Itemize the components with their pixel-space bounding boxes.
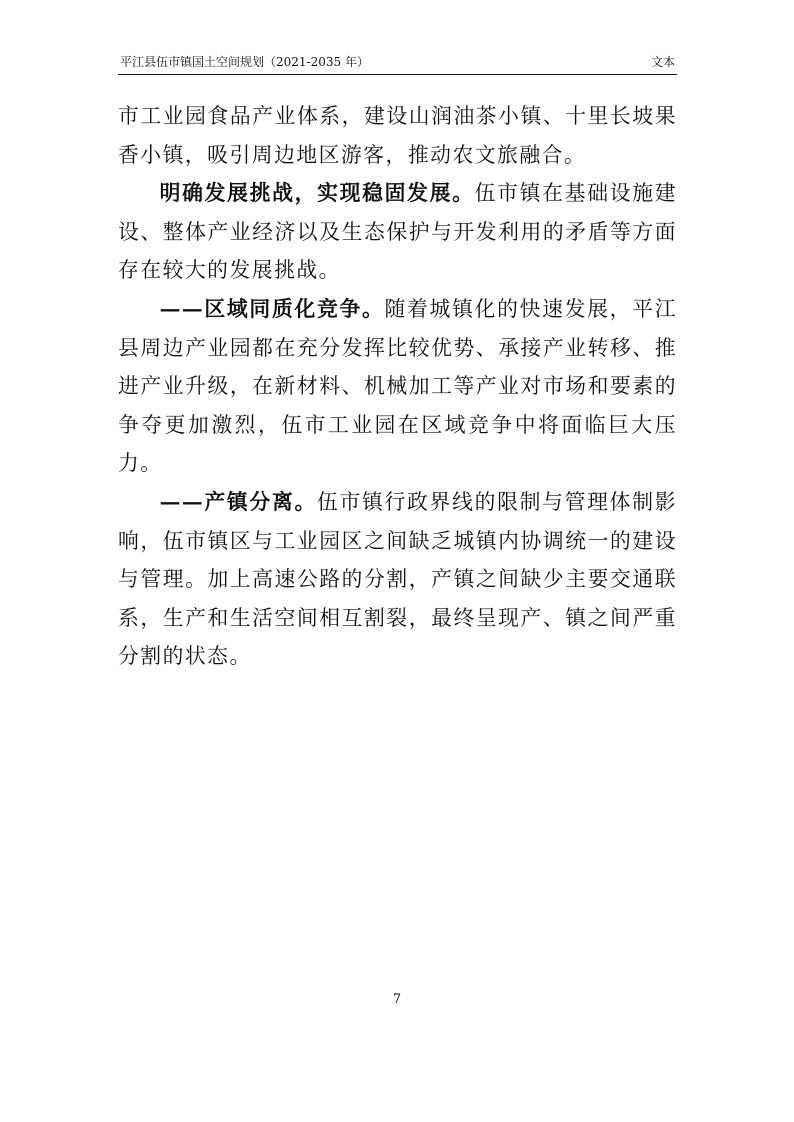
- paragraph: [118, 483, 677, 676]
- paragraph-text: 市工业园食品产业体系，建设山润油茶小镇、十里长坡果香小镇，吸引周边地区游客，推动农文旅融合。: [118, 104, 677, 167]
- page-header: [118, 52, 677, 75]
- paragraph-heading: ——产镇分离。: [159, 488, 317, 514]
- page-number: 7: [392, 992, 402, 1007]
- body-text: [118, 97, 677, 676]
- paragraph-heading: 明确发展挑战，实现稳固发展。: [159, 180, 475, 206]
- paragraph-text: 伍市镇在基础设施建设、整体产业经济以及生态保护与开发利用的矛盾等方面存在较大的发展挑战。: [118, 181, 678, 283]
- document-title: 平江县伍市镇国土空间规划（2021-2035 年）: [120, 55, 369, 69]
- paragraph-text: 伍市镇行政界线的限制与管理体制影响，伍市镇区与工业园区之间缺乏城镇内协调统一的建设与管理。加上高速公路的分割，产镇之间缺少主要交通联系，生产和生活空间相互割裂，最终呈现产、镇之间严重分割的状态。: [118, 489, 678, 669]
- paragraph: [118, 97, 677, 174]
- paragraph-heading: ——区域同质化竞争。: [159, 295, 385, 321]
- paragraph: [118, 174, 677, 290]
- paragraph-text: 随着城镇化的快速发展，平江县周边产业园都在充分发挥比较优势、承接产业转移、推进产业升级，在新材料、机械加工等产业对市场和要素的争夺更加激烈，伍市工业园在区域竞争中将面临巨大压力。: [118, 296, 678, 476]
- paragraph: [118, 290, 677, 483]
- section-label: 文本: [650, 55, 675, 69]
